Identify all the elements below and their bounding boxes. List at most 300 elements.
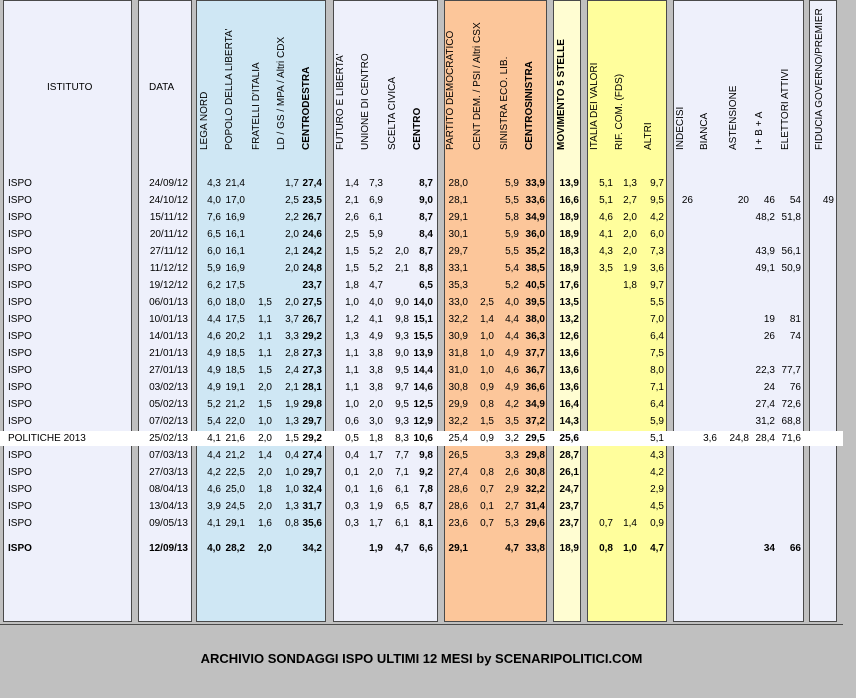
table-row-12-data: 03/02/13 [149,382,188,393]
table-row-15-m5s: 25,6 [559,433,579,444]
table-row-20-fli: 0,3 [345,518,359,529]
table-row-18-cd_psi: 0,7 [480,484,494,495]
summary-row-fdi: 2,0 [258,543,272,554]
table-row-9-ld_gs: 3,3 [285,331,299,342]
table-row-16-altri: 4,3 [650,450,664,461]
table-row-13-sel: 4,2 [505,399,519,410]
table-row-3-istituto: ISPO [8,229,32,240]
table-row-1-pdl: 17,0 [225,195,245,206]
table-row-15-istituto: POLITICHE 2013 [8,433,86,444]
table-row-20-scelta_civica: 6,1 [395,518,409,529]
table-row-19-ld_gs: 1,3 [285,501,299,512]
table-row-9-sel: 4,4 [505,331,519,342]
table-row-2-centrodestra: 26,7 [302,212,322,223]
table-row-10-pdl: 18,5 [225,348,245,359]
table-row-20-lega_nord: 4,1 [207,518,221,529]
table-row-20-altri: 0,9 [650,518,664,529]
table-row-6-istituto: ISPO [8,280,32,291]
table-row-20-pd: 23,6 [448,518,468,529]
table-row-1-fiducia: 49 [822,195,834,206]
table-row-4-elettori_attivi: 56,1 [781,246,801,257]
table-row-10-fli: 1,1 [345,348,359,359]
table-row-7-ld_gs: 2,0 [285,297,299,308]
table-row-12-m5s: 13,6 [559,382,579,393]
table-row-7-fli: 1,0 [345,297,359,308]
table-row-5-data: 11/12/12 [149,263,188,274]
column-header-bianca: BIANCA [699,112,710,150]
table-row-5-elettori_attivi: 50,9 [781,263,801,274]
table-row-5-centrosinistra: 38,5 [525,263,545,274]
table-row-15-ld_gs: 1,5 [285,433,299,444]
table-row-9-cd_psi: 1,0 [480,331,494,342]
summary-row-data: 12/09/13 [149,543,188,554]
column-header-scelta_civica: SCELTA CIVICA [387,77,398,150]
table-row-12-sel: 4,9 [505,382,519,393]
column-header-fdi: FRATELLI D'ITALIA [251,62,262,150]
table-row-14-pdl: 22,0 [225,416,245,427]
table-row-3-pdl: 16,1 [225,229,245,240]
table-row-3-pd: 30,1 [448,229,468,240]
table-row-3-centro: 8,4 [419,229,433,240]
table-row-2-elettori_attivi: 51,8 [781,212,801,223]
table-row-1-sel: 5,5 [505,195,519,206]
table-row-9-pd: 30,9 [448,331,468,342]
table-row-19-pdl: 24,5 [225,501,245,512]
table-row-5-lega_nord: 5,9 [207,263,221,274]
table-row-4-fli: 1,5 [345,246,359,257]
table-row-7-cd_psi: 2,5 [480,297,494,308]
table-row-8-cd_psi: 1,4 [480,314,494,325]
table-row-8-centro: 15,1 [413,314,433,325]
table-row-19-centrodestra: 31,7 [302,501,322,512]
table-row-5-iba: 49,1 [755,263,775,274]
table-row-2-ld_gs: 2,2 [285,212,299,223]
table-row-15-data: 25/02/13 [149,433,188,444]
table-row-16-fdi: 1,4 [258,450,272,461]
table-row-10-centrodestra: 27,3 [302,348,322,359]
table-row-8-lega_nord: 4,4 [207,314,221,325]
table-row-17-scelta_civica: 7,1 [395,467,409,478]
table-row-13-centro: 12,5 [413,399,433,410]
table-row-6-m5s: 17,6 [559,280,579,291]
table-row-9-udc: 4,9 [369,331,383,342]
table-row-13-scelta_civica: 9,5 [395,399,409,410]
table-row-17-pdl: 22,5 [225,467,245,478]
table-row-17-cd_psi: 0,8 [480,467,494,478]
table-row-5-istituto: ISPO [8,263,32,274]
table-row-10-fdi: 1,1 [258,348,272,359]
table-row-4-iba: 43,9 [755,246,775,257]
table-row-8-centrodestra: 26,7 [302,314,322,325]
table-row-11-data: 27/01/13 [149,365,188,376]
table-row-11-fli: 1,1 [345,365,359,376]
table-row-15-pdl: 21,6 [225,433,245,444]
table-row-10-ld_gs: 2,8 [285,348,299,359]
table-row-4-sel: 5,5 [505,246,519,257]
table-row-9-fdi: 1,1 [258,331,272,342]
footer [0,624,843,698]
table-row-11-pdl: 18,5 [225,365,245,376]
table-row-2-idv: 4,6 [599,212,613,223]
table-row-16-data: 07/03/13 [149,450,188,461]
table-row-7-centro: 14,0 [413,297,433,308]
table-row-12-pdl: 19,1 [225,382,245,393]
table-row-11-m5s: 13,6 [559,365,579,376]
table-row-7-fdi: 1,5 [258,297,272,308]
table-row-8-m5s: 13,2 [559,314,579,325]
table-row-1-iba: 46 [763,195,775,206]
table-row-18-data: 08/04/13 [149,484,188,495]
table-row-3-sel: 5,9 [505,229,519,240]
table-row-13-pd: 29,9 [448,399,468,410]
table-row-15-centrosinistra: 29,5 [525,433,545,444]
table-row-18-fdi: 1,8 [258,484,272,495]
table-row-10-centrosinistra: 37,7 [525,348,545,359]
table-row-17-ld_gs: 1,0 [285,467,299,478]
table-row-7-lega_nord: 6,0 [207,297,221,308]
table-row-20-sel: 5,3 [505,518,519,529]
table-row-1-pd: 28,1 [448,195,468,206]
table-row-2-pd: 29,1 [448,212,468,223]
table-row-9-centrosinistra: 36,3 [525,331,545,342]
table-row-18-altri: 2,9 [650,484,664,495]
table-row-0-m5s: 13,9 [559,178,579,189]
table-row-4-pdl: 16,1 [225,246,245,257]
table-row-11-centrosinistra: 36,7 [525,365,545,376]
table-row-15-centro: 10,6 [413,433,433,444]
table-row-14-cd_psi: 1,5 [480,416,494,427]
table-row-18-ld_gs: 1,0 [285,484,299,495]
table-row-7-istituto: ISPO [8,297,32,308]
table-row-2-centro: 8,7 [419,212,433,223]
table-row-2-sel: 5,8 [505,212,519,223]
table-row-19-lega_nord: 3,9 [207,501,221,512]
table-row-16-m5s: 28,7 [559,450,579,461]
table-row-5-pdl: 16,9 [225,263,245,274]
table-row-6-centro: 6,5 [419,280,433,291]
table-row-5-centrodestra: 24,8 [302,263,322,274]
table-row-1-indecisi: 26 [681,195,693,206]
table-row-18-lega_nord: 4,6 [207,484,221,495]
table-row-10-m5s: 13,6 [559,348,579,359]
table-row-16-pdl: 21,2 [225,450,245,461]
table-row-13-istituto: ISPO [8,399,32,410]
table-row-18-fli: 0,1 [345,484,359,495]
table-row-10-cd_psi: 1,0 [480,348,494,359]
table-row-14-iba: 31,2 [755,416,775,427]
table-row-8-pdl: 17,5 [225,314,245,325]
table-row-0-pdl: 21,4 [225,178,245,189]
table-row-17-centro: 9,2 [419,467,433,478]
table-row-2-istituto: ISPO [8,212,32,223]
column-header-istituto: ISTITUTO [47,82,93,93]
table-row-13-fdi: 1,5 [258,399,272,410]
column-header-pdl: POPOLO DELLA LIBERTA' [224,28,235,150]
table-row-20-idv: 0,7 [599,518,613,529]
column-header-fli: FUTURO E LIBERTA' [335,53,346,150]
table-row-18-m5s: 24,7 [559,484,579,495]
table-row-12-centrodestra: 28,1 [302,382,322,393]
table-row-2-fli: 2,6 [345,212,359,223]
table-row-15-sel: 3,2 [505,433,519,444]
column-header-cd_psi: CENT DEM. / PSI / Altri CSX [472,22,483,150]
table-row-3-ld_gs: 2,0 [285,229,299,240]
table-row-15-iba: 28,4 [755,433,775,444]
table-row-1-ld_gs: 2,5 [285,195,299,206]
table-row-4-centrodestra: 24,2 [302,246,322,257]
table-row-13-cd_psi: 0,8 [480,399,494,410]
table-row-6-data: 19/12/12 [149,280,188,291]
table-row-18-istituto: ISPO [8,484,32,495]
table-row-15-bianca: 3,6 [703,433,717,444]
table-row-9-scelta_civica: 9,3 [395,331,409,342]
summary-row-lega_nord: 4,0 [207,543,221,554]
table-row-13-udc: 2,0 [369,399,383,410]
table-row-20-istituto: ISPO [8,518,32,529]
table-row-12-elettori_attivi: 76 [789,382,801,393]
table-row-18-pd: 28,6 [448,484,468,495]
table-row-8-data: 10/01/13 [149,314,188,325]
table-row-1-istituto: ISPO [8,195,32,206]
table-row-4-pd: 29,7 [448,246,468,257]
table-row-20-pdl: 29,1 [225,518,245,529]
table-row-0-altri: 9,7 [650,178,664,189]
table-row-17-fdi: 2,0 [258,467,272,478]
table-row-20-centro: 8,1 [419,518,433,529]
table-row-3-lega_nord: 6,5 [207,229,221,240]
table-row-7-pdl: 18,0 [225,297,245,308]
table-row-9-iba: 26 [763,331,775,342]
summary-row-centrosinistra: 33,8 [525,543,545,554]
table-row-5-fli: 1,5 [345,263,359,274]
table-row-9-pdl: 20,2 [225,331,245,342]
table-row-20-m5s: 23,7 [559,518,579,529]
table-row-20-udc: 1,7 [369,518,383,529]
table-row-10-istituto: ISPO [8,348,32,359]
column-header-data: DATA [149,82,175,93]
table-row-9-elettori_attivi: 74 [789,331,801,342]
table-row-1-altri: 9,5 [650,195,664,206]
table-row-7-data: 06/01/13 [149,297,188,308]
table-row-11-istituto: ISPO [8,365,32,376]
table-row-6-pd: 35,3 [448,280,468,291]
table-row-1-rif: 2,7 [623,195,637,206]
column-header-idv: ITALIA DEI VALORI [589,62,600,150]
table-row-14-udc: 3,0 [369,416,383,427]
table-row-0-centro: 8,7 [419,178,433,189]
table-row-7-centrodestra: 27,5 [302,297,322,308]
table-row-18-udc: 1,6 [369,484,383,495]
table-row-11-ld_gs: 2,4 [285,365,299,376]
table-row-3-altri: 6,0 [650,229,664,240]
table-row-20-data: 09/05/13 [149,518,188,529]
table-row-4-lega_nord: 6,0 [207,246,221,257]
table-row-19-centrosinistra: 31,4 [525,501,545,512]
table-row-14-istituto: ISPO [8,416,32,427]
table-row-16-sel: 3,3 [505,450,519,461]
table-row-13-altri: 6,4 [650,399,664,410]
summary-row-sel: 4,7 [505,543,519,554]
table-row-0-rif: 1,3 [623,178,637,189]
table-row-19-scelta_civica: 6,5 [395,501,409,512]
table-row-3-fli: 2,5 [345,229,359,240]
column-header-centro: CENTRO [412,107,423,150]
table-row-19-altri: 4,5 [650,501,664,512]
column-header-iba: I + B + A [754,111,765,150]
summary-row-pdl: 28,2 [225,543,245,554]
table-row-16-centrodestra: 27,4 [302,450,322,461]
table-row-9-data: 14/01/13 [149,331,188,342]
table-row-13-iba: 27,4 [755,399,775,410]
table-row-9-istituto: ISPO [8,331,32,342]
table-row-10-lega_nord: 4,9 [207,348,221,359]
table-row-4-data: 27/11/12 [149,246,188,257]
table-row-2-m5s: 18,9 [559,212,579,223]
table-row-3-rif: 2,0 [623,229,637,240]
table-row-8-udc: 4,1 [369,314,383,325]
table-row-5-sel: 5,4 [505,263,519,274]
table-row-15-fdi: 2,0 [258,433,272,444]
table-row-11-centro: 14,4 [413,365,433,376]
table-row-20-fdi: 1,6 [258,518,272,529]
table-row-16-lega_nord: 4,4 [207,450,221,461]
table-row-20-ld_gs: 0,8 [285,518,299,529]
table-row-13-data: 05/02/13 [149,399,188,410]
table-row-1-udc: 6,9 [369,195,383,206]
table-row-15-lega_nord: 4,1 [207,433,221,444]
table-row-7-scelta_civica: 9,0 [395,297,409,308]
column-header-centrodestra: CENTRODESTRA [301,66,312,150]
summary-row-pd: 29,1 [448,543,468,554]
column-header-sel: SINISTRA ECO. LIB. [499,56,510,150]
table-row-12-fli: 1,1 [345,382,359,393]
column-header-udc: UNIONE DI CENTRO [360,53,371,150]
column-header-fiducia: FIDUCIA GOVERNO/PREMIER [814,8,825,150]
table-row-8-istituto: ISPO [8,314,32,325]
table-row-17-sel: 2,6 [505,467,519,478]
table-row-19-udc: 1,9 [369,501,383,512]
table-row-12-pd: 30,8 [448,382,468,393]
table-row-3-data: 20/11/12 [149,229,188,240]
table-row-4-idv: 4,3 [599,246,613,257]
table-row-2-udc: 6,1 [369,212,383,223]
table-row-15-elettori_attivi: 71,6 [781,433,801,444]
table-row-5-m5s: 18,9 [559,263,579,274]
table-row-7-m5s: 13,5 [559,297,579,308]
column-header-astensione: ASTENSIONE [728,85,739,150]
table-row-19-istituto: ISPO [8,501,32,512]
table-row-13-ld_gs: 1,9 [285,399,299,410]
table-row-6-fli: 1,8 [345,280,359,291]
table-row-2-altri: 4,2 [650,212,664,223]
table-row-14-centrodestra: 29,7 [302,416,322,427]
table-row-18-centro: 7,8 [419,484,433,495]
table-row-17-pd: 27,4 [448,467,468,478]
table-row-17-m5s: 26,1 [559,467,579,478]
table-row-19-sel: 2,7 [505,501,519,512]
table-row-6-udc: 4,7 [369,280,383,291]
table-row-1-centrodestra: 23,5 [302,195,322,206]
table-row-2-iba: 48,2 [755,212,775,223]
table-row-17-data: 27/03/13 [149,467,188,478]
summary-row-scelta_civica: 4,7 [395,543,409,554]
table-row-12-scelta_civica: 9,7 [395,382,409,393]
table-row-14-data: 07/02/13 [149,416,188,427]
table-row-11-pd: 31,0 [448,365,468,376]
table-row-4-altri: 7,3 [650,246,664,257]
table-row-10-udc: 3,8 [369,348,383,359]
table-row-5-altri: 3,6 [650,263,664,274]
table-row-12-centrosinistra: 36,6 [525,382,545,393]
table-row-19-fli: 0,3 [345,501,359,512]
table-row-6-sel: 5,2 [505,280,519,291]
table-row-5-ld_gs: 2,0 [285,263,299,274]
table-row-14-ld_gs: 1,3 [285,416,299,427]
table-row-1-data: 24/10/12 [149,195,188,206]
table-row-17-centrosinistra: 30,8 [525,467,545,478]
table-row-5-centro: 8,8 [419,263,433,274]
table-row-8-altri: 7,0 [650,314,664,325]
table-row-6-centrodestra: 23,7 [302,280,322,291]
table-row-4-centrosinistra: 35,2 [525,246,545,257]
table-row-14-pd: 32,2 [448,416,468,427]
table-row-14-lega_nord: 5,4 [207,416,221,427]
table-row-10-data: 21/01/13 [149,348,188,359]
table-row-4-scelta_civica: 2,0 [395,246,409,257]
table-row-12-altri: 7,1 [650,382,664,393]
table-row-6-centrosinistra: 40,5 [525,280,545,291]
table-row-19-pd: 28,6 [448,501,468,512]
table-row-13-m5s: 16,4 [559,399,579,410]
table-row-12-centro: 14,6 [413,382,433,393]
table-row-12-cd_psi: 0,9 [480,382,494,393]
table-row-9-centro: 15,5 [413,331,433,342]
table-row-6-pdl: 17,5 [225,280,245,291]
summary-row-centro: 6,6 [419,543,433,554]
table-row-5-udc: 5,2 [369,263,383,274]
table-row-0-fli: 1,4 [345,178,359,189]
table-row-0-data: 24/09/12 [149,178,188,189]
column-header-lega_nord: LEGA NORD [199,91,210,150]
table-row-18-centrosinistra: 32,2 [525,484,545,495]
table-row-17-lega_nord: 4,2 [207,467,221,478]
table-row-3-idv: 4,1 [599,229,613,240]
table-row-9-fli: 1,3 [345,331,359,342]
table-row-4-udc: 5,2 [369,246,383,257]
table-row-15-cd_psi: 0,9 [480,433,494,444]
table-row-13-centrodestra: 29,8 [302,399,322,410]
table-row-4-m5s: 18,3 [559,246,579,257]
table-row-14-altri: 5,9 [650,416,664,427]
table-row-8-pd: 32,2 [448,314,468,325]
table-row-13-lega_nord: 5,2 [207,399,221,410]
table-row-1-fli: 2,1 [345,195,359,206]
table-row-2-data: 15/11/12 [149,212,188,223]
table-row-19-data: 13/04/13 [149,501,188,512]
table-row-16-ld_gs: 0,4 [285,450,299,461]
summary-row-m5s: 18,9 [559,543,579,554]
table-row-13-elettori_attivi: 72,6 [781,399,801,410]
table-row-14-centro: 12,9 [413,416,433,427]
table-row-5-pd: 33,1 [448,263,468,274]
table-row-6-rif: 1,8 [623,280,637,291]
table-row-2-centrosinistra: 34,9 [525,212,545,223]
summary-row-rif: 1,0 [623,543,637,554]
table-row-20-centrodestra: 35,6 [302,518,322,529]
table-row-8-sel: 4,4 [505,314,519,325]
table-row-11-centrodestra: 27,3 [302,365,322,376]
table-row-17-centrodestra: 29,7 [302,467,322,478]
